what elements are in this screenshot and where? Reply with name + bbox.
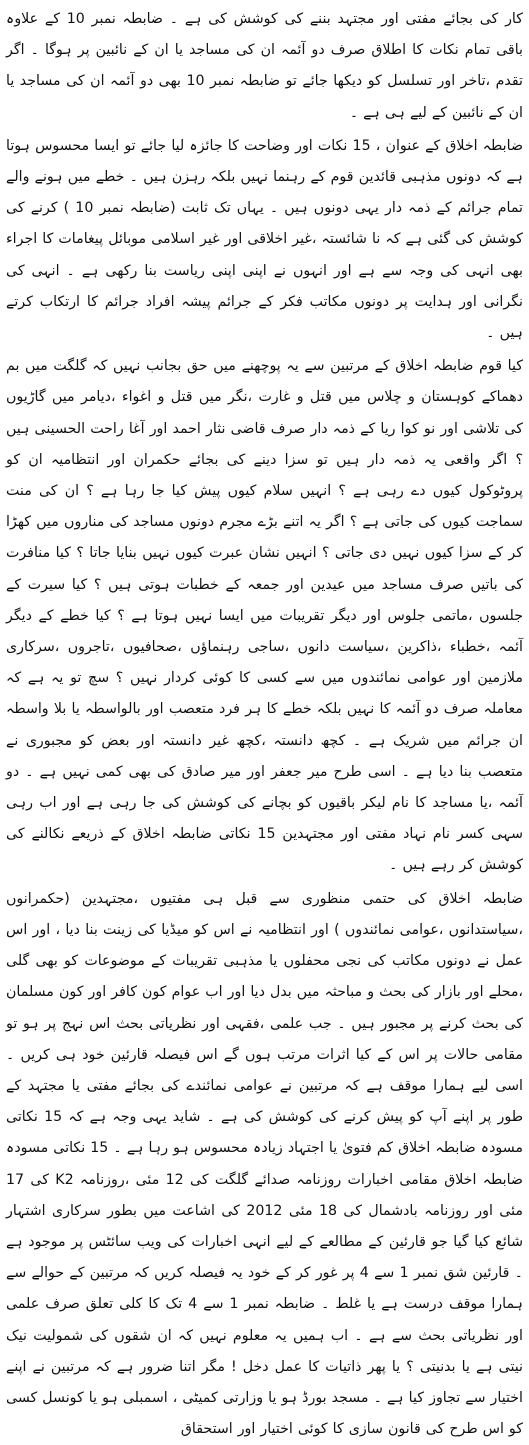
paragraph-3: کیا قوم ضابطہ اخلاق کے مرتبین سے یہ پوچھنے میں حق بجانب نہیں کہ گلگت میں بم دھماکے کوہستان و چلاس میں قتل و غارت ،نگر میں قتل و اغواء ،دیامر میں گاڑیوں کی تلاشی اور نو کوا ریا کے ذمہ دار صرف قاضی نثار احمد اور آغا راحت الحسینی ہیں ؟ اگر واقعی یہ ذمہ دار ہیں تو سزا دینے کی بجائے حکمران اور انتظامیہ ان کو پروٹوکول کیوں دے رہی ہے ؟ انہیں سلام کیوں پیش کیا جا رہا ہے ؟ ان کی منت سماجت کیوں کی جاتی ہے ؟ اگر یہ اتنے بڑے مجرم دونوں مساجد کی مناروں میں کھڑا کر کے سزا کیوں نہیں دی جاتی ؟ انہیں نشان عبرت کیوں نہیں بنایا جاتا ؟ کیا منافرت کی باتیں صرف مساجد میں عیدین اور جمعہ کے خطبات ہوتی ہیں ؟ کیا سیرت کے جلسوں ،ماتمی جلوس اور دیگر تقریبات میں ایسا نہیں ہوتا ہے ؟ کیا خطے کے دیگر آئمہ ،خطباء ،ذاکرین ،سیاست دانوں ،ساجی رہنماؤں ،صحافیوں ،تاجروں ،سرکاری ملازمین اور عوامی نمائندوں میں سے کسی کا کوئی کردار نہیں ؟ سچ تو یہ ہے کہ معاملہ صرف دو آئمہ کا نہیں بلکہ خطے کا ہر فرد متعصب اور بالواسطہ یا بلا واسطہ ان جرائم میں شریک ہے ۔ کچھ دانستہ ،کچھ غیر دانستہ اور بعض کو مجبوری نے متعصب بنا دیا ہے ۔ اسی طرح میر جعفر اور میر صادق کی بھی کمی نہیں ہے ۔ دو آئمہ ،یا مساجد کا نام لیکر باقیوں کو بچانے کی کوشش کی جا رہی ہے اور اب رہی سہی کسر نام نہاد مفتی اور مجتہدین 15 نکاتی ضابطہ اخلاق کے ذریعے نکالنے کی کوشش کر رہے ہیں ۔ bbox=[6, 358, 523, 874]
paragraph-2: ضابطہ اخلاق کے عنوان ، 15 نکات اور وضاحت کا جائزہ لیا جائے تو ایسا محسوس ہوتا ہے کہ دونوں مذہبی قائدین قوم کے رہنما نہیں بلکہ رہزن ہیں ۔ خطے میں ہونے والے تمام جرائم کے ذمہ دار یہی دونوں ہیں ۔ یہاں تک ثابت (ضابطہ نمبر 10 ) کرنے کی کوشش کی گئی ہے کہ نا شائستہ ،غیر اخلاقی اور غیر اسلامی موبائل پیغامات کا اجراء بھی انہی کی وجہ سے ہے اور انہوں نے اپنی اپنی ریاست بنا رکھی ہے ۔ انہی کی نگرانی اور ہدایت پر دونوں مکاتب فکر کے جرائم پیشہ افراد جرائم کا ارتکاب کرتے ہیں ۔ bbox=[6, 137, 523, 342]
paragraph-4: ضابطہ اخلاق کی حتمی منظوری سے قبل ہی مفتیوں ،مجتہدین (حکمرانوں ،سیاستدانوں ،عوامی نمائندوں ) اور انتظامیہ نے اس کو میڈیا کی زینت بنا دیا ، اور اس عمل نے دونوں مکاتب کی نجی محفلوں یا مذہبی تقریبات کے موضوعات کو بھی گلی ،محلے اور بازار کی بحث و مباحثہ میں بدل دیا اور اب عوام کون کافر اور کون مسلمان کی بحث کرنے پر مجبور ہیں ۔ جب علمی ،فقہی اور نظریاتی بحث اس نہج پر ہو تو مقامی حالات پر اس کے کیا اثرات مرتب ہوں گے اس فیصلہ قارئین خود ہی کریں ۔ اسی لیے ہمارا موقف ہے کہ مرتبین نے عوامی نمائندے کی بجائے مفتی یا مجتہد کے طور پر اپنے آپ کو پیش کرنے کی کوشش کی ہے ۔ شاید یہی وجہ ہے کہ 15 نکاتی مسودہ ضابطہ اخلاق کم فتویٰ یا اجتہاد زیادہ محسوس ہو رہا ہے ۔ 15 نکاتی مسودہ ضابطہ اخلاق مقامی اخبارات روزنامہ صدائے گلگت کی 12 مئی ،روزنامہ K2 کی 17 مئی اور روزنامہ بادشمال کی 18 مئی 2012 کی اشاعت میں بطور سرکاری اشتہار شائع کیا گیا جو قارئین کے مطالعے کے لیے انہی اخبارات کی ویب سائٹس پر موجود ہے ۔ قارئین شق نمبر 1 سے 4 پر غور کر کے خود یہ فیصلہ کریں کہ مرتبین کے حوالے سے ہمارا موقف درست ہے یا غلط ۔ ضابطہ نمبر 1 سے 4 تک کا کلی تعلق صرف علمی اور نظریاتی بحث سے ہے ۔ اب ہمیں یہ معلوم نہیں کہ ان شقوں کی شمولیت نیک نیتی ہے یا بدنیتی ؟ یا پھر ذاتیات کا عمل دخل ! مگر اتنا ضرور ہے کہ مرتبین نے اپنے اختیار سے تجاوز کیا ہے ۔ مسجد بورڈ ہو یا وزارتی کمیٹی ، اسمبلی ہو یا کونسل کسی کو اس طرح کی قانون سازی کا کوئی اختیار اور استحقاق bbox=[6, 890, 524, 1438]
paragraph-1: کار کی بجائے مفتی اور مجتہد بننے کی کوشش کی ہے ۔ ضابطہ نمبر 10 کے علاوہ باقی تمام نکات کا اطلاق صرف دو آئمہ ان کی مساجد یا ان کے نائبین پر ہوگا ۔ اگر تقدم ،تاخر اور تسلسل کو دیکھا جائے تو ضابطہ نمبر 10 بھی دو آئمہ ان کی مساجد یا ان کے نائبین کے لیے ہی ہے ۔ bbox=[6, 11, 523, 121]
